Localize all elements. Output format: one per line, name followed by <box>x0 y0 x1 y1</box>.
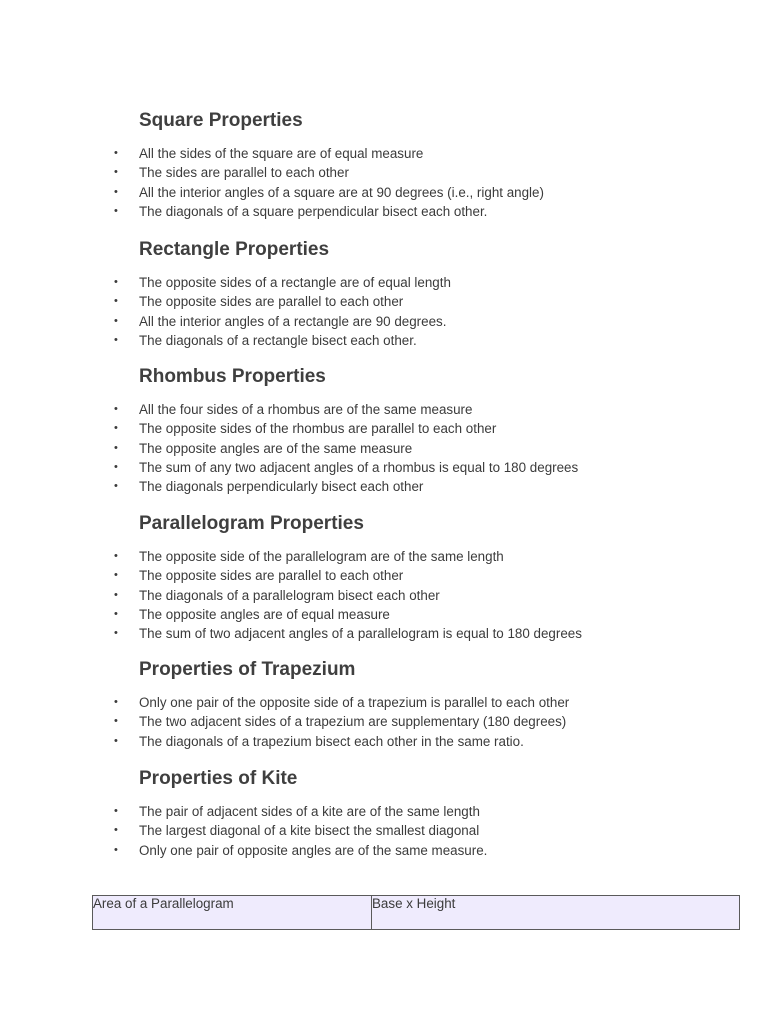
bullet: • <box>114 843 118 856</box>
list-item-text: The diagonals perpendicularly bisect each other <box>139 479 424 495</box>
bullet: • <box>114 550 118 562</box>
list-item-text: All the four sides of a rhombus are of the same measure <box>139 402 473 417</box>
bullet: • <box>114 805 118 817</box>
bullet: • <box>114 460 118 473</box>
bullet: • <box>114 276 118 288</box>
list-item-text: The opposite sides of a rectangle are of equal length <box>139 275 451 290</box>
list-item-text: All the interior angles of a rectangle are 90 degrees. <box>139 313 447 329</box>
section-heading: Parallelogram Properties <box>139 513 364 534</box>
list-item-text: The diagonals of a trapezium bisect each other in the same ratio. <box>139 733 524 749</box>
bullet: • <box>114 441 118 454</box>
list-item-text: The sum of two adjacent angles of a parallelogram is equal to 180 degrees <box>139 626 582 642</box>
bullet: • <box>114 295 118 308</box>
section-heading: Properties of Kite <box>139 768 298 789</box>
area-formula-table <box>92 895 740 930</box>
bullet: • <box>114 403 118 415</box>
list-item-text: The diagonals of a rectangle bisect each other. <box>139 332 417 348</box>
bullet: • <box>114 627 118 640</box>
list-item-text: All the sides of the square are of equal measure <box>139 146 424 161</box>
bullet: • <box>114 166 118 179</box>
section-heading: Rectangle Properties <box>139 239 330 260</box>
list-item-text: The two adjacent sides of a trapezium are supplementary (180 degrees) <box>139 714 567 730</box>
list-item-text: The diagonals of a parallelogram bisect each other <box>139 587 440 603</box>
list-item-text: The diagonals of a square perpendicular bisect each other. <box>139 203 488 219</box>
bullet: • <box>114 588 118 601</box>
bullet: • <box>114 185 118 198</box>
list-item-text: The opposite sides of the rhombus are parallel to each other <box>139 421 497 437</box>
bullet: • <box>114 314 118 327</box>
bullet: • <box>114 333 118 346</box>
section-heading: Properties of Trapezium <box>139 659 356 680</box>
table-cell-shape: Area of a Parallelogram <box>93 896 372 930</box>
list-item-text: Only one pair of the opposite side of a trapezium is parallel to each other <box>139 695 570 710</box>
list-item-text: The opposite angles are of the same measure <box>139 440 413 456</box>
list-item-text: All the interior angles of a square are at 90 degrees (i.e., right angle) <box>139 184 544 200</box>
bullet: • <box>114 734 118 747</box>
list-item-text: The sides are parallel to each other <box>139 165 349 181</box>
list-item-text: The opposite sides are parallel to each other <box>139 568 404 584</box>
section-heading: Square Properties <box>139 110 303 131</box>
bullet: • <box>114 607 118 620</box>
list-item-text: The opposite angles are of equal measure <box>139 606 390 622</box>
bullet: • <box>114 480 118 493</box>
bullet: • <box>114 204 118 217</box>
list-item-text: The pair of adjacent sides of a kite are of the same length <box>139 804 480 819</box>
table-cell-formula: Base x Height <box>372 896 740 930</box>
bullet: • <box>114 715 118 728</box>
bullet: • <box>114 824 118 837</box>
list-item-text: The opposite side of the parallelogram are of the same length <box>139 549 504 564</box>
list-item-text: The opposite sides are parallel to each other <box>139 294 404 310</box>
bullet: • <box>114 147 118 159</box>
bullet: • <box>114 569 118 582</box>
list-item-text: The sum of any two adjacent angles of a rhombus is equal to 180 degrees <box>139 459 579 475</box>
bullet: • <box>114 696 118 708</box>
list-item-text: The largest diagonal of a kite bisect the smallest diagonal <box>139 823 480 839</box>
table-row <box>93 896 740 930</box>
section-heading: Rhombus Properties <box>139 366 326 387</box>
bullet: • <box>114 422 118 435</box>
list-item-text: Only one pair of opposite angles are of the same measure. <box>139 842 488 858</box>
